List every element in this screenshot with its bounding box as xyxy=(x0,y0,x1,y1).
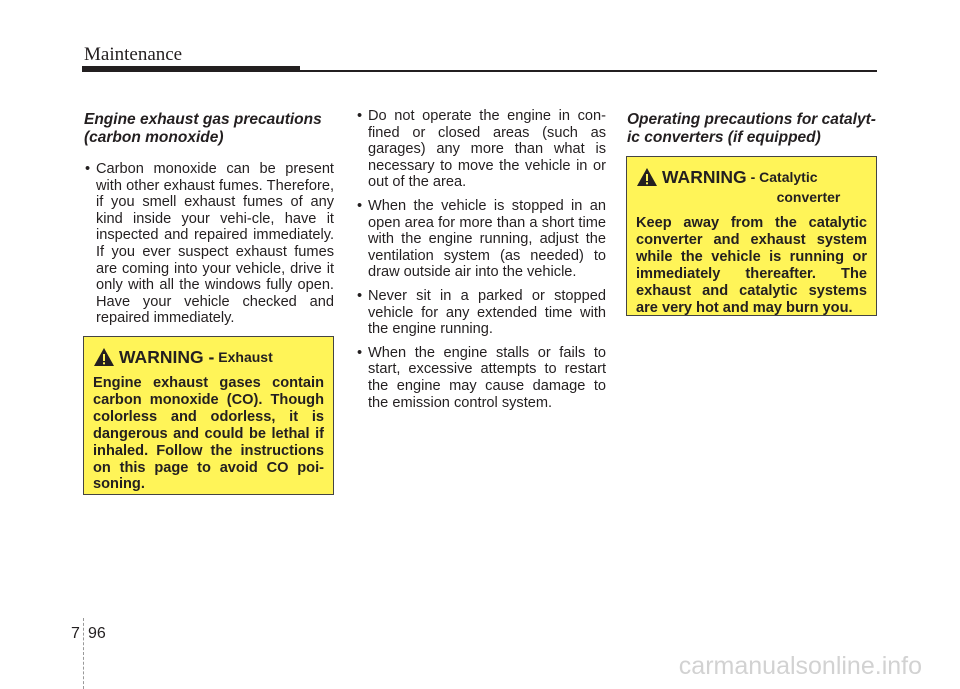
middle-column xyxy=(356,108,606,418)
bullet-icon: • xyxy=(357,287,363,304)
list-item: • Never sit in a parked or stopped vehicle for any extended time with the engine running. xyxy=(357,287,606,338)
bullet-icon: • xyxy=(357,344,363,361)
left-column xyxy=(84,108,334,334)
right-column xyxy=(627,108,877,161)
section-heading-catalytic: Operating precautions for catalyt-ic converters (if equipped) xyxy=(627,111,876,146)
chapter-number: 7 xyxy=(71,625,80,642)
list-item: • Carbon monoxide can be present with other exhaust fumes. Therefore, if you smell exhaust fumes of any kind inside your vehi-cle, have it inspected and repaired immediately. If you ever suspect exhaust fumes are coming into your vehicle, drive it only with all the windows fully open. Have your vehicle checked and repaired immediately. xyxy=(85,161,334,327)
page-divider xyxy=(83,618,84,689)
header-bar xyxy=(82,66,300,72)
header-rule xyxy=(300,70,877,72)
section-heading-exhaust: Engine exhaust gas precautions (carbon monoxide) xyxy=(84,111,322,146)
page-number: 96 xyxy=(88,625,106,642)
list-item: • When the vehicle is stopped in an open area for more than a short time with the engine running, adjust the ventilation system (as needed) to draw outside air into the vehicle. xyxy=(357,197,606,281)
operation-bullet-list xyxy=(356,108,606,411)
bullet-icon: • xyxy=(85,161,91,177)
warning-body: Keep away from the catalytic converter and exhaust system while the vehicle is running or immediately thereafter. The exhaust and catalytic systems are very hot and may burn you. xyxy=(636,215,867,316)
warning-header xyxy=(636,167,867,207)
bullet-icon: • xyxy=(357,197,363,214)
list-item: • When the engine stalls or fails to start, excessive attempts to restart the engine may cause damage to the emission control system. xyxy=(357,344,606,411)
watermark: carmanualsonline.info xyxy=(678,652,922,680)
warning-triangle-icon xyxy=(93,347,115,367)
page-header-title: Maintenance xyxy=(84,44,183,65)
warning-label: WARNING xyxy=(662,167,747,187)
warning-subject: - Catalytic converter xyxy=(750,169,841,205)
warning-triangle-icon xyxy=(636,167,658,187)
warning-box-exhaust xyxy=(83,336,334,495)
warning-box-catalytic xyxy=(626,156,877,316)
warning-header xyxy=(93,347,324,367)
bullet-icon: • xyxy=(357,108,363,124)
list-item: • Do not operate the engine in con-fined or closed areas (such as garages) any more than what is necessary to move the vehicle in or out of the area. xyxy=(357,108,606,191)
warning-subject: Exhaust xyxy=(218,349,273,365)
warning-body: Engine exhaust gases contain carbon monoxide (CO). Though colorless and odorless, it is dangerous and could be lethal if inhaled. Follow the instructions on this page to avoid CO poi-soning. xyxy=(93,375,324,493)
exhaust-bullet-list xyxy=(84,161,334,327)
warning-label: WARNING - xyxy=(119,347,215,367)
